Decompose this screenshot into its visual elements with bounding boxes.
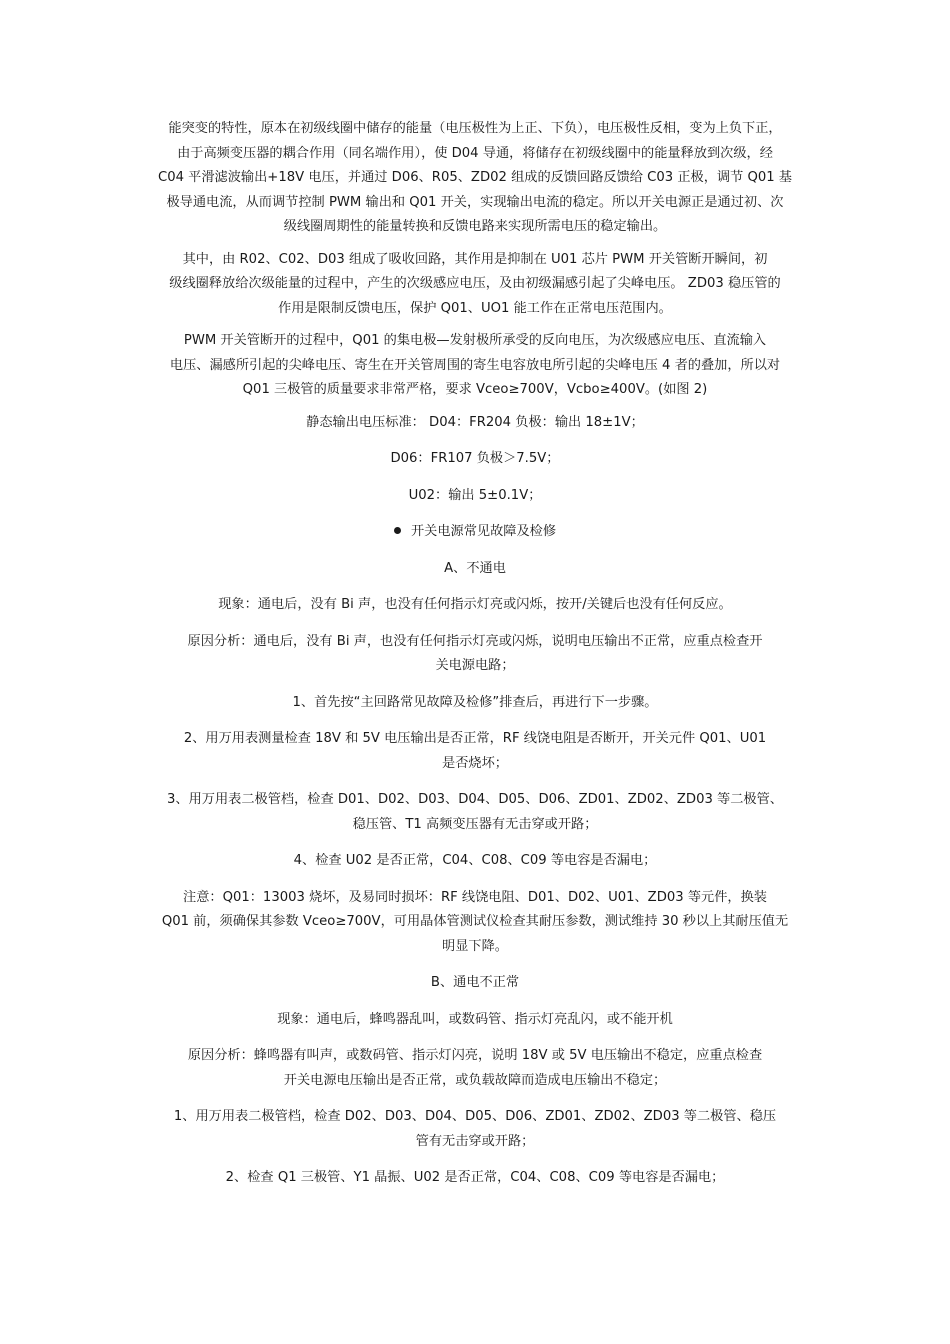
text-line: 其中，由 R02、C02、D03 组成了吸收回路，其作用是抑制在 U01 芯片 PWM 开关管断开瞬间，初 bbox=[182, 251, 768, 267]
text-line: 原因分析：蜂鸣器有叫声，或数码管、指示灯闪亮，说明 18V 或 5V 电压输出不稳定，应重点检查 bbox=[187, 1048, 763, 1063]
subsection-b-heading: B、通电不正常 bbox=[430, 975, 520, 990]
section-heading-text: 开关电源常见故障及检修 bbox=[410, 524, 557, 539]
step-a-4: 4、检查 U02 是否正常，C04、C08、C09 等电容是否漏电； bbox=[293, 853, 657, 868]
text-line: 级线圈释放给次级能量的过程中，产生的次级感应电压，及由初级漏感引起了尖峰电压。 ZD03 稳压管的 bbox=[169, 276, 781, 291]
text-line: 是否烧坏； bbox=[442, 755, 508, 771]
text-line: 关电源电路； bbox=[435, 658, 515, 673]
text-line: 3、用万用表二极管档，检查 D01、D02、D03、D04、D05、D06、ZD01、ZD02、ZD03 等二极管、 bbox=[167, 792, 783, 807]
text-line: 能突变的特性，原本在初级线圈中储存的能量（电压极性为上正、下负），电压极性反相，变为上负下正， bbox=[168, 121, 782, 136]
step-a-1: 1、首先按“主回路常见故障及检修”排查后，再进行下一步骤。 bbox=[292, 694, 658, 710]
text-line: Q01 三极管的质量要求非常严格，要求 Vceo≥700V，Vcbo≥400V。(如图 2) bbox=[242, 382, 708, 397]
text-line: 1、用万用表二极管档，检查 D02、D03、D04、D05、D06、ZD01、ZD02、ZD03 等二极管、稳压 bbox=[173, 1109, 777, 1124]
static-voltage-standard: 静态输出电压标准： D04：FR204 负极：输出 18±1V； bbox=[306, 414, 644, 430]
text-line: 稳压管、T1 高频变压器有无击穿或开路； bbox=[352, 816, 598, 832]
subsection-a-heading: A、不通电 bbox=[444, 560, 506, 576]
paragraph-pwm-reverse-voltage bbox=[142, 329, 808, 403]
text-line: 管有无击穿或开路； bbox=[415, 1133, 535, 1149]
symptom-a: 现象：通电后，没有 Bi 声，也没有任何指示灯亮或闪烁，按开/关键后也没有任何反应。 bbox=[218, 597, 732, 612]
text-line: 注意：Q01：13003 烧坏，及易同时损坏：RF 线饶电阻、D01、D02、U01、ZD03 等元件，换装 bbox=[183, 889, 767, 905]
text-line: C04 平滑滤波输出+18V 电压，并通过 D06、R05、ZD02 组成的反馈回路反馈给 C03 正极，调节 Q01 基 bbox=[158, 170, 792, 185]
text-line: 原因分析：通电后，没有 Bi 声，也没有任何指示灯亮或闪烁，说明电压输出不正常，应重点检查开 bbox=[187, 633, 763, 649]
text-line: 作用是限制反馈电压，保护 Q01、UO1 能工作在正常电压范围内。 bbox=[278, 300, 672, 316]
paragraph-absorption-circuit bbox=[142, 248, 808, 322]
text-line: 级线圈周期性的能量转换和反馈电路来实现所需电压的稳定输出。 bbox=[283, 219, 667, 234]
text-line: 明显下降。 bbox=[442, 938, 508, 954]
text-line: 极导通电流，从而调节控制 PWM 输出和 Q01 开关，实现输出电流的稳定。所以开关电源正是通过初、次 bbox=[166, 194, 784, 210]
text-line: Q01 前，须确保其参数 Vceo≥700V，可用晶体管测试仪检查其耐压参数，测试维持 30 秒以上其耐压值无 bbox=[161, 914, 789, 929]
static-voltage-d06: D06：FR107 负极＞7.5V； bbox=[390, 451, 560, 466]
cause-analysis-a bbox=[142, 630, 808, 679]
text-line: 开关电源电压输出是否正常，或负载故障而造成电压输出不稳定； bbox=[283, 1072, 667, 1088]
section-heading bbox=[142, 520, 808, 545]
step-a-2 bbox=[142, 727, 808, 776]
cause-analysis-b bbox=[142, 1044, 808, 1093]
step-b-2: 2、检查 Q1 三极管、Y1 晶振、U02 是否正常，C04、C08、C09 等电容是否漏电； bbox=[225, 1170, 725, 1185]
text-line: 2、用万用表测量检查 18V 和 5V 电压输出是否正常，RF 线饶电阻是否断开，开关元件 Q01、U01 bbox=[183, 731, 767, 746]
symptom-b: 现象：通电后，蜂鸣器乱叫，或数码管、指示灯亮乱闪，或不能开机 bbox=[277, 1011, 673, 1027]
static-voltage-u02: U02：输出 5±0.1V； bbox=[408, 487, 542, 503]
text-line: 电压、漏感所引起的尖峰电压、寄生在开关管周围的寄生电容放电所引起的尖峰电压 4 者的叠加，所以对 bbox=[169, 357, 781, 373]
paragraph-working-principle bbox=[142, 117, 808, 240]
step-a-3 bbox=[142, 788, 808, 837]
step-b-1 bbox=[142, 1105, 808, 1154]
text-line: 由于高频变压器的耦合作用（同名端作用），使 D04 导通，将储存在初级线圈中的能量释放到次级，经 bbox=[177, 145, 773, 161]
note-a bbox=[142, 886, 808, 960]
bullet-icon bbox=[394, 527, 401, 534]
text-line: PWM 开关管断开的过程中，Q01 的集电极—发射极所承受的反向电压，为次级感应电压、直流输入 bbox=[183, 333, 767, 348]
